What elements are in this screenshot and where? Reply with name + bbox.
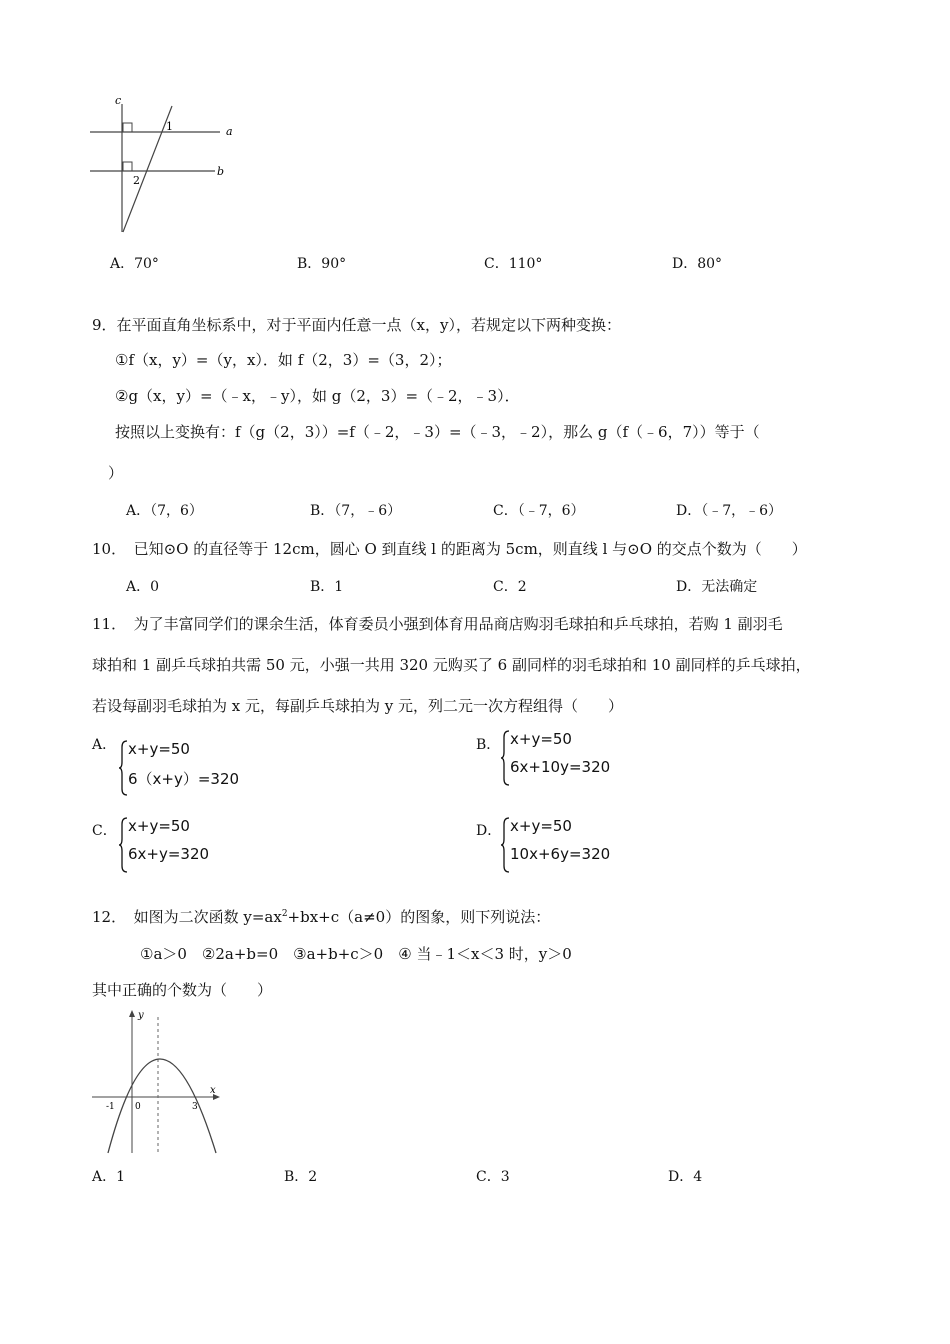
- equation-2: 6x+y=320: [128, 845, 210, 863]
- brace-icon: [118, 817, 128, 873]
- q10-option-d[interactable]: D．无法确定: [676, 579, 758, 595]
- right-angle-mark-b: [123, 162, 132, 171]
- equation-2: 6（x+y）=320: [128, 770, 240, 788]
- label-2: 2: [133, 174, 140, 187]
- label-1: 1: [166, 120, 173, 133]
- q11-option-d-letter[interactable]: D．: [476, 823, 502, 839]
- q11-line3: 若设每副羽毛球拍为 x 元，每副乒乓球拍为 y 元，列二元一次方程组得（ ）: [92, 697, 624, 715]
- q9-option-d[interactable]: D．（﹣7，﹣6）: [676, 503, 783, 519]
- q11-option-c-letter[interactable]: C．: [92, 823, 117, 839]
- q11-option-a-system[interactable]: [118, 740, 258, 796]
- q8-option-c[interactable]: C．110°: [484, 256, 543, 272]
- tick-3: 3: [192, 1102, 198, 1112]
- equation-1: x+y=50: [128, 817, 190, 835]
- equation-1: x+y=50: [128, 740, 190, 758]
- q10-option-a[interactable]: A．0: [126, 579, 160, 595]
- q9-option-a[interactable]: A．（7，6）: [126, 503, 203, 519]
- q12-option-a[interactable]: A．1: [92, 1169, 126, 1185]
- y-axis-arrow-icon: [129, 1010, 135, 1017]
- q9-close: ）: [108, 464, 124, 482]
- right-angle-mark-a: [123, 123, 132, 132]
- x-axis-label: x: [210, 1085, 216, 1096]
- q10-stem: 10． 已知⊙O 的直径等于 12cm，圆心 O 到直线 l 的距离为 5cm，则直线 l 与⊙O 的交点个数为（ ）: [92, 540, 807, 558]
- brace-icon: [500, 817, 510, 873]
- q10-option-c[interactable]: C．2: [493, 579, 527, 595]
- q12-option-d[interactable]: D．4: [668, 1169, 703, 1185]
- q9-rule2: ②g（x，y）=（﹣x，﹣y），如 g（2，3）=（﹣2，﹣3）．: [115, 387, 520, 405]
- tick-neg1: -1: [106, 1102, 115, 1112]
- label-b: b: [217, 165, 225, 178]
- q11-option-d-system[interactable]: [500, 817, 640, 873]
- equation-2: 10x+6y=320: [510, 845, 611, 863]
- parabola-curve: [108, 1059, 216, 1153]
- label-a: a: [226, 125, 233, 138]
- q11-option-b-system[interactable]: [500, 730, 640, 786]
- q11-line1: 11． 为了丰富同学们的课余生活，体育委员小强到体育用品商店购羽毛球拍和乒乓球拍，若购 1 副羽毛: [92, 615, 783, 633]
- label-c: c: [115, 94, 122, 107]
- q9-example: 按照以上变换有：f（g（2，3））=f（﹣2，﹣3）=（﹣3，﹣2），那么 g（f（﹣6，7））等于（: [115, 423, 760, 441]
- q12-stem-pre: 12． 如图为二次函数 y=ax: [92, 908, 282, 926]
- q12-stem-post: +bx+c（a≠0）的图象，则下列说法：: [287, 908, 551, 926]
- q9-stem: 9．在平面直角坐标系中，对于平面内任意一点（x，y），若规定以下两种变换：: [92, 316, 621, 334]
- equation-1: x+y=50: [510, 730, 572, 748]
- q11-line2: 球拍和 1 副乒乓球拍共需 50 元，小强一共用 320 元购买了 6 副同样的羽毛球拍和 10 副同样的乒乓球拍，: [92, 656, 811, 674]
- transversal: [123, 106, 172, 232]
- brace-icon: [118, 740, 128, 796]
- q12-question: 其中正确的个数为（ ）: [92, 981, 273, 999]
- q9-option-b[interactable]: B．（7，﹣6）: [310, 503, 402, 519]
- q8-option-d[interactable]: D．80°: [672, 256, 723, 272]
- q12-stem: [92, 906, 550, 927]
- q12-stem-sup: 2: [281, 909, 288, 919]
- q9-option-c[interactable]: C．（﹣7，6）: [493, 503, 585, 519]
- q9-rule1: ①f（x，y）=（y，x）．如 f（2，3）=（3，2）；: [115, 351, 452, 369]
- q8-option-b[interactable]: B．90°: [297, 256, 347, 272]
- brace-icon: [500, 730, 510, 786]
- parabola-graph: [88, 1005, 228, 1155]
- q11-option-c-system[interactable]: [118, 817, 258, 873]
- q11-option-b-letter[interactable]: B．: [476, 737, 501, 753]
- parallel-lines-figure: [85, 92, 245, 242]
- tick-0: 0: [135, 1102, 141, 1112]
- q10-option-b[interactable]: B．1: [310, 579, 344, 595]
- q12-option-b[interactable]: B．2: [284, 1169, 318, 1185]
- q12-option-c[interactable]: C．3: [476, 1169, 510, 1185]
- y-axis-label: y: [138, 1010, 144, 1021]
- q11-option-a-letter[interactable]: A．: [92, 737, 117, 753]
- q12-statements: ①a＞0 ②2a+b=0 ③a+b+c＞0 ④ 当﹣1＜x＜3 时，y＞0: [140, 945, 572, 963]
- equation-1: x+y=50: [510, 817, 572, 835]
- q8-option-a[interactable]: A．70°: [110, 256, 159, 272]
- equation-2: 6x+10y=320: [510, 758, 611, 776]
